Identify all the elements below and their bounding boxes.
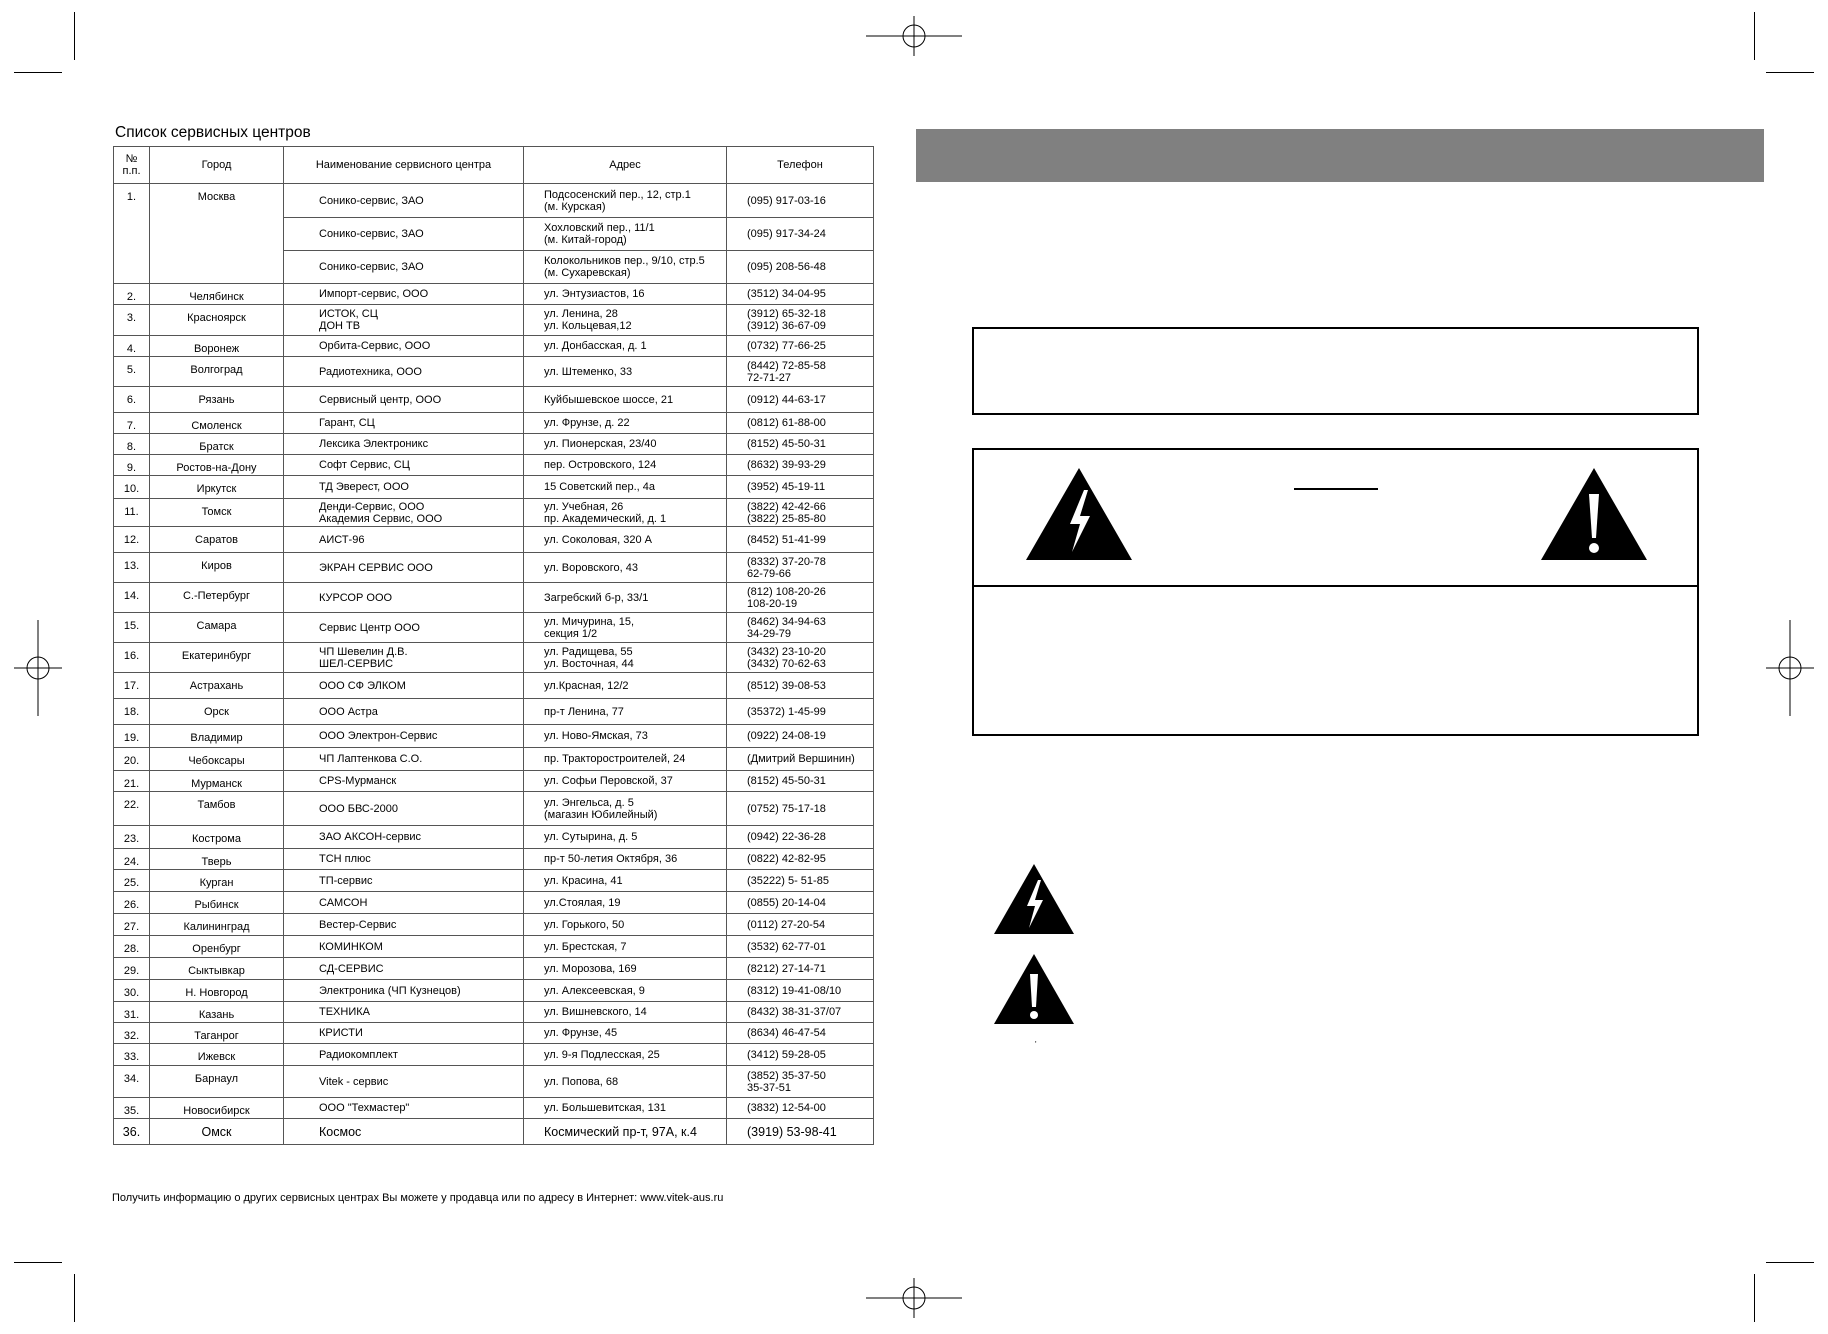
row-name-cell: Гарант, СЦ [284,413,524,434]
box-divider [974,585,1697,587]
table-row [114,1002,874,1023]
row-address-cell: пр-т Ленина, 77 [524,699,727,725]
table-row [114,673,874,699]
row-city-cell: Таганрог [150,1023,284,1044]
row-num-cell: 2. [114,284,150,305]
table-body [114,184,874,1145]
row-phone-cell: (8432) 38-31-37/07 [727,1002,874,1023]
table-row [114,434,874,455]
table-header-row [114,147,874,184]
row-num-cell: 29. [114,958,150,980]
row-address-cell: ул. Ново-Ямская, 73 [524,725,727,748]
row-phone-cell: (3532) 62-77-01 [727,936,874,958]
row-name-cell: Сонико-сервис, ЗАО [284,251,524,284]
crop-mark [1766,72,1814,73]
row-num-cell: 1. [114,184,150,284]
row-name-cell: ТСН плюс [284,849,524,870]
row-phone-cell: (8332) 37-20-78 62-79-66 [727,553,874,583]
row-num-cell: 28. [114,936,150,958]
row-city-cell: Сыктывкар [150,958,284,980]
header-address: Адрес [524,147,727,184]
row-name-cell: Сервис Центр ООО [284,613,524,643]
row-name-cell: ТД Эверест, ООО [284,476,524,499]
row-address-cell: ул. Попова, 68 [524,1066,727,1098]
table-row [114,914,874,936]
table-row [114,499,874,527]
table-row [114,387,874,413]
table-row [114,284,874,305]
row-name-cell: ЧП Шевелин Д.В. ШЕЛ-СЕРВИС [284,643,524,673]
row-phone-cell: (8212) 27-14-71 [727,958,874,980]
header-phone: Телефон [727,147,874,184]
row-city-cell: Кострома [150,826,284,849]
small-mark: ' [1035,1040,1037,1049]
table-row [114,849,874,870]
row-name-cell: Денди-Сервис, ООО Академия Сервис, ООО [284,499,524,527]
row-name-cell: КРИСТИ [284,1023,524,1044]
electric-shock-warning-icon [1024,466,1134,562]
row-name-cell: СД-СЕРВИС [284,958,524,980]
row-num-cell: 15. [114,613,150,643]
footnote: Получить информацию о других сервисных центрах Вы можете у продавца или по адресу в Интернет: www.vitek-aus.ru [112,1192,724,1204]
row-address-cell: Загребский б-р, 33/1 [524,583,727,613]
table-row [114,413,874,434]
row-name-cell: ИСТОК, СЦ ДОН ТВ [284,305,524,336]
row-phone-cell: (095) 208-56-48 [727,251,874,284]
table-row [114,748,874,771]
row-address-cell: ул. Сутырина, д. 5 [524,826,727,849]
row-phone-cell: (8462) 34-94-63 34-29-79 [727,613,874,643]
table-row [114,870,874,892]
row-name-cell: КУРСОР ООО [284,583,524,613]
row-phone-cell: (35372) 1-45-99 [727,699,874,725]
electric-shock-warning-icon [992,862,1076,936]
row-phone-cell: (0812) 61-88-00 [727,413,874,434]
row-num-cell: 31. [114,1002,150,1023]
table-row [114,980,874,1002]
table-row [114,1098,874,1119]
row-address-cell: Хохловский пер., 11/1 (м. Китай-город) [524,218,727,251]
row-name-cell: Радиокомплект [284,1044,524,1066]
row-city-cell: Омск [150,1119,284,1145]
row-city-cell: Владимир [150,725,284,748]
row-city-cell: Смоленск [150,413,284,434]
row-city-cell: Мурманск [150,771,284,792]
row-address-cell: ул. Мичурина, 15, секция 1/2 [524,613,727,643]
row-name-cell: КОМИНКОМ [284,936,524,958]
row-num-cell: 35. [114,1098,150,1119]
table-row [114,305,874,336]
row-name-cell: ЗАО АКСОН-сервис [284,826,524,849]
row-phone-cell: (0112) 27-20-54 [727,914,874,936]
row-phone-cell: (3952) 45-19-11 [727,476,874,499]
row-address-cell: пр. Тракторостроителей, 24 [524,748,727,771]
row-address-cell: ул. Радищева, 55 ул. Восточная, 44 [524,643,727,673]
table-row [114,958,874,980]
row-address-cell: ул. Вишневского, 14 [524,1002,727,1023]
row-num-cell: 22. [114,792,150,826]
row-city-cell: Воронеж [150,336,284,357]
service-centers-table [113,146,874,1145]
row-num-cell: 36. [114,1119,150,1145]
page-title: Список сервисных центров [115,124,311,141]
row-num-cell: 23. [114,826,150,849]
row-phone-cell: (3912) 65-32-18 (3912) 36-67-09 [727,305,874,336]
row-phone-cell: (Дмитрий Вершинин) [727,748,874,771]
row-city-cell: Томск [150,499,284,527]
row-num-cell: 19. [114,725,150,748]
table-row [114,336,874,357]
row-name-cell: Космос [284,1119,524,1145]
row-address-cell: ул. Софьи Перовской, 37 [524,771,727,792]
table-row [114,826,874,849]
row-address-cell: Колокольников пер., 9/10, стр.5 (м. Сухаревская) [524,251,727,284]
row-city-cell: Волгоград [150,357,284,387]
row-city-cell: Тамбов [150,792,284,826]
row-name-cell: Лексика Электроникс [284,434,524,455]
row-phone-cell: (3919) 53-98-41 [727,1119,874,1145]
row-num-cell: 17. [114,673,150,699]
row-phone-cell: (8442) 72-85-58 72-71-27 [727,357,874,387]
table-row [114,699,874,725]
row-address-cell: Куйбышевское шоссе, 21 [524,387,727,413]
table-row [114,613,874,643]
row-city-cell: С.-Петербург [150,583,284,613]
row-name-cell: ЧП Лаптенкова С.О. [284,748,524,771]
row-city-cell: Челябинск [150,284,284,305]
registration-crosshair-icon [866,16,962,56]
row-num-cell: 12. [114,527,150,553]
row-address-cell: ул. Соколовая, 320 А [524,527,727,553]
table-row [114,771,874,792]
row-phone-cell: (095) 917-34-24 [727,218,874,251]
table-row [114,184,874,218]
table-row [114,1066,874,1098]
row-city-cell: Ростов-на-Дону [150,455,284,476]
row-city-cell: Ижевск [150,1044,284,1066]
row-name-cell: ООО Астра [284,699,524,725]
row-name-cell: Орбита-Сервис, ООО [284,336,524,357]
row-num-cell: 9. [114,455,150,476]
row-phone-cell: (3412) 59-28-05 [727,1044,874,1066]
row-address-cell: ул. 9-я Подлесская, 25 [524,1044,727,1066]
row-address-cell: ул. Пионерская, 23/40 [524,434,727,455]
row-address-cell: ул. Горького, 50 [524,914,727,936]
row-phone-cell: (0855) 20-14-04 [727,892,874,914]
row-address-cell: ул.Красная, 12/2 [524,673,727,699]
registration-crosshair-icon [14,620,62,716]
header-bar [916,129,1764,182]
row-city-cell: Астрахань [150,673,284,699]
row-address-cell: ул. Энтузиастов, 16 [524,284,727,305]
table-row [114,792,874,826]
table-row [114,553,874,583]
row-name-cell: Вестер-Сервис [284,914,524,936]
row-address-cell: ул. Фрунзе, 45 [524,1023,727,1044]
row-num-cell: 10. [114,476,150,499]
row-phone-cell: (8452) 51-41-99 [727,527,874,553]
row-city-cell: Екатеринбург [150,643,284,673]
row-city-cell: Оренбург [150,936,284,958]
row-city-cell: Красноярск [150,305,284,336]
row-num-cell: 3. [114,305,150,336]
row-address-cell: ул.Стоялая, 19 [524,892,727,914]
row-name-cell: Сонико-сервис, ЗАО [284,218,524,251]
row-phone-cell: (3852) 35-37-50 35-37-51 [727,1066,874,1098]
row-phone-cell: (3832) 12-54-00 [727,1098,874,1119]
row-city-cell: Казань [150,1002,284,1023]
row-phone-cell: (8152) 45-50-31 [727,771,874,792]
header-name: Наименование сервисного центра [284,147,524,184]
row-address-cell: ул. Энгельса, д. 5 (магазин Юбилейный) [524,792,727,826]
table-row [114,936,874,958]
crop-mark [1754,12,1755,60]
row-phone-cell: (0922) 24-08-19 [727,725,874,748]
row-num-cell: 30. [114,980,150,1002]
crop-mark [74,12,75,60]
row-num-cell: 26. [114,892,150,914]
exclamation-warning-icon [1539,466,1649,562]
row-num-cell: 32. [114,1023,150,1044]
notice-box [972,327,1699,415]
row-address-cell: ул. Фрунзе, д. 22 [524,413,727,434]
crop-mark [74,1274,75,1322]
row-phone-cell: (0912) 44-63-17 [727,387,874,413]
row-address-cell: 15 Советский пер., 4а [524,476,727,499]
row-name-cell: Импорт-сервис, ООО [284,284,524,305]
row-name-cell: ЭКРАН СЕРВИС ООО [284,553,524,583]
row-num-cell: 11. [114,499,150,527]
row-phone-cell: (0732) 77-66-25 [727,336,874,357]
row-phone-cell: (812) 108-20-26 108-20-19 [727,583,874,613]
row-city-cell: Самара [150,613,284,643]
row-name-cell: ТЕХНИКА [284,1002,524,1023]
row-city-cell: Новосибирск [150,1098,284,1119]
row-city-cell: Москва [150,184,284,284]
registration-crosshair-icon [866,1278,962,1318]
row-address-cell: пер. Островского, 124 [524,455,727,476]
row-name-cell: ООО СФ ЭЛКОМ [284,673,524,699]
row-num-cell: 20. [114,748,150,771]
row-name-cell: ТП-сервис [284,870,524,892]
row-num-cell: 6. [114,387,150,413]
row-city-cell: Н. Новгород [150,980,284,1002]
row-city-cell: Барнаул [150,1066,284,1098]
table-row [114,1023,874,1044]
title-underline [1294,488,1378,490]
row-num-cell: 24. [114,849,150,870]
row-name-cell: АИСТ-96 [284,527,524,553]
row-phone-cell: (0752) 75-17-18 [727,792,874,826]
row-city-cell: Саратов [150,527,284,553]
row-phone-cell: (8312) 19-41-08/10 [727,980,874,1002]
row-address-cell: ул. Штеменко, 33 [524,357,727,387]
row-city-cell: Братск [150,434,284,455]
row-name-cell: САМСОН [284,892,524,914]
row-city-cell: Орск [150,699,284,725]
row-address-cell: ул. Донбасская, д. 1 [524,336,727,357]
crop-mark [1754,1274,1755,1322]
warning-box [972,448,1699,736]
row-name-cell: ООО Электрон-Сервис [284,725,524,748]
row-phone-cell: (0822) 42-82-95 [727,849,874,870]
row-phone-cell: (8634) 46-47-54 [727,1023,874,1044]
row-address-cell: ул. Брестская, 7 [524,936,727,958]
crop-mark [1766,1262,1814,1263]
row-num-cell: 25. [114,870,150,892]
row-phone-cell: (3822) 42-42-66 (3822) 25-85-80 [727,499,874,527]
row-address-cell: ул. Красина, 41 [524,870,727,892]
row-address-cell: ул. Ленина, 28 ул. Кольцевая,12 [524,305,727,336]
row-address-cell: Космический пр-т, 97А, к.4 [524,1119,727,1145]
row-phone-cell: (8512) 39-08-53 [727,673,874,699]
table-row [114,643,874,673]
row-num-cell: 27. [114,914,150,936]
row-address-cell: ул. Большевитская, 131 [524,1098,727,1119]
row-phone-cell: (8632) 39-93-29 [727,455,874,476]
crop-mark [14,1262,62,1263]
header-num: № п.п. [114,147,150,184]
row-name-cell: Сервисный центр, ООО [284,387,524,413]
crop-mark [14,72,62,73]
exclamation-warning-icon [992,952,1076,1026]
table-row [114,1044,874,1066]
row-num-cell: 18. [114,699,150,725]
row-phone-cell: (3432) 23-10-20 (3432) 70-62-63 [727,643,874,673]
row-phone-cell: (35222) 5- 51-85 [727,870,874,892]
table-row [114,583,874,613]
row-address-cell: Подсосенский пер., 12, стр.1 (м. Курская) [524,184,727,218]
row-phone-cell: (095) 917-03-16 [727,184,874,218]
row-num-cell: 14. [114,583,150,613]
row-phone-cell: (0942) 22-36-28 [727,826,874,849]
row-num-cell: 4. [114,336,150,357]
row-num-cell: 16. [114,643,150,673]
row-name-cell: Радиотехника, ООО [284,357,524,387]
row-city-cell: Тверь [150,849,284,870]
row-name-cell: ООО "Техмастер" [284,1098,524,1119]
row-num-cell: 13. [114,553,150,583]
row-phone-cell: (3512) 34-04-95 [727,284,874,305]
row-num-cell: 8. [114,434,150,455]
row-phone-cell: (8152) 45-50-31 [727,434,874,455]
row-num-cell: 21. [114,771,150,792]
table-row [114,1119,874,1145]
table-row [114,476,874,499]
row-num-cell: 34. [114,1066,150,1098]
header-city: Город [150,147,284,184]
row-city-cell: Калининград [150,914,284,936]
table-row [114,725,874,748]
row-address-cell: ул. Учебная, 26 пр. Академический, д. 1 [524,499,727,527]
row-name-cell: Vitek - сервис [284,1066,524,1098]
table-row [114,527,874,553]
table-row [114,455,874,476]
row-address-cell: ул. Морозова, 169 [524,958,727,980]
row-num-cell: 7. [114,413,150,434]
row-name-cell: Электроника (ЧП Кузнецов) [284,980,524,1002]
row-city-cell: Курган [150,870,284,892]
row-city-cell: Рязань [150,387,284,413]
row-city-cell: Чебоксары [150,748,284,771]
row-name-cell: CPS-Мурманск [284,771,524,792]
row-num-cell: 33. [114,1044,150,1066]
table-row [114,892,874,914]
row-city-cell: Иркутск [150,476,284,499]
table-row [114,357,874,387]
row-city-cell: Рыбинск [150,892,284,914]
row-city-cell: Киров [150,553,284,583]
registration-crosshair-icon [1766,620,1814,716]
row-name-cell: ООО БВС-2000 [284,792,524,826]
row-address-cell: ул. Алексеевская, 9 [524,980,727,1002]
row-name-cell: Сонико-сервис, ЗАО [284,184,524,218]
row-num-cell: 5. [114,357,150,387]
row-address-cell: пр-т 50-летия Октября, 36 [524,849,727,870]
row-address-cell: ул. Воровского, 43 [524,553,727,583]
row-name-cell: Софт Сервис, СЦ [284,455,524,476]
